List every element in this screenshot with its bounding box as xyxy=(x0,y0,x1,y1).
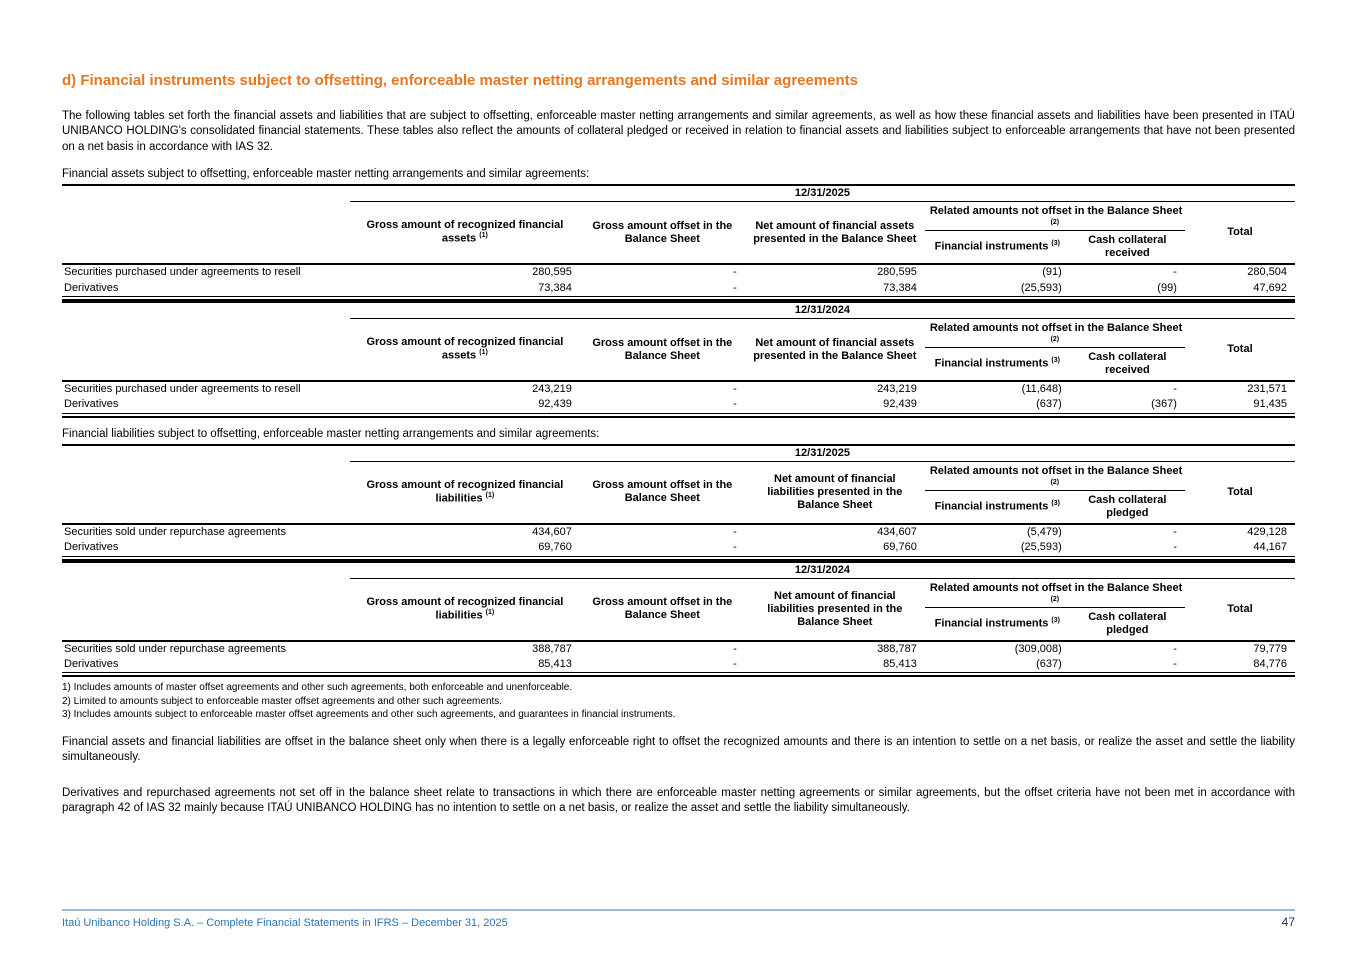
row-label: Derivatives xyxy=(62,397,350,413)
footnote-2: 2) Limited to amounts subject to enforceable master offset agreements and other such agreements. xyxy=(62,695,503,707)
cash-collateral-value: - xyxy=(1070,641,1185,657)
col-header-gross-recognized: Gross amount of recognized financial assets $^{(1)}$ xyxy=(366,336,564,362)
footnotes xyxy=(62,681,1295,721)
date-row xyxy=(62,302,1295,319)
col-header-gross-offset: Gross amount offset in the Balance Sheet xyxy=(592,219,733,245)
net-amount-value: 243,219 xyxy=(745,381,925,397)
liabilities-table-caption: Financial liabilities subject to offsetting, enforceable master netting arrangements and similar agreements: xyxy=(62,427,600,440)
col-header-total: Total xyxy=(1227,343,1253,356)
net-amount-value: 69,760 xyxy=(745,540,925,556)
financial-instruments-value: (91) xyxy=(925,264,1070,280)
col-header-gross-offset: Gross amount offset in the Balance Sheet xyxy=(592,336,733,362)
footer-title: Itaú Unibanco Holding S.A. – Complete Financial Statements in IFRS – December 31, 2025 xyxy=(62,917,508,929)
cash-collateral-value: - xyxy=(1070,264,1185,280)
col-header-financial-instruments: Financial instruments $^{(3)}$ xyxy=(934,357,1060,370)
assets-table-caption: Financial assets subject to offsetting, enforceable master netting arrangements and similar agreements: xyxy=(62,168,590,181)
table-row xyxy=(62,524,1295,540)
assets-table-2024 xyxy=(62,301,1295,418)
cash-collateral-value: - xyxy=(1070,657,1185,673)
col-header-total: Total xyxy=(1227,226,1253,239)
liabilities-table-2025 xyxy=(62,444,1295,561)
date-row xyxy=(62,562,1295,579)
row-label: Securities purchased under agreements to resell xyxy=(62,381,350,397)
total-value: 44,167 xyxy=(1185,540,1295,556)
col-header-related-not-offset: Related amounts not offset in the Balance Sheet (2) xyxy=(925,319,1185,348)
col-header-financial-instruments: Financial instruments $^{(3)}$ xyxy=(934,500,1060,513)
gross-amount-value: 85,413 xyxy=(350,657,580,673)
gross-amount-value: 69,760 xyxy=(350,540,580,556)
table-row xyxy=(62,657,1295,673)
col-header-cash-collateral: Cash collateral pledged xyxy=(1088,610,1167,636)
table-row xyxy=(62,381,1295,397)
financial-instruments-value: (637) xyxy=(925,397,1070,413)
header-row-main xyxy=(62,202,1295,231)
col-header-cash-collateral: Cash collateral pledged xyxy=(1088,493,1167,519)
financial-instruments-value: (11,648) xyxy=(925,381,1070,397)
total-value: 91,435 xyxy=(1185,397,1295,413)
col-header-gross-recognized: Gross amount of recognized financial liabilities $^{(1)}$ xyxy=(366,479,564,505)
offset-amount-value: - xyxy=(580,397,745,413)
gross-amount-value: 280,595 xyxy=(350,264,580,280)
row-label: Derivatives xyxy=(62,540,350,556)
net-amount-value: 85,413 xyxy=(745,657,925,673)
date-row xyxy=(62,185,1295,202)
col-header-gross-recognized: Gross amount of recognized financial assets $^{(1)}$ xyxy=(366,219,564,246)
date-row xyxy=(62,445,1295,462)
footnote-3: 3) Includes amounts subject to enforceable master offset agreements and other such agreements, and guarantees in financial instruments. xyxy=(62,708,676,720)
offset-amount-value: - xyxy=(580,540,745,556)
col-header-gross-offset: Gross amount offset in the Balance Sheet xyxy=(592,479,733,505)
gross-amount-value: 73,384 xyxy=(350,281,580,297)
cash-collateral-value: - xyxy=(1070,524,1185,540)
page-number: 47 xyxy=(1281,915,1295,929)
header-row-main xyxy=(62,578,1295,607)
col-header-gross-offset: Gross amount offset in the Balance Sheet xyxy=(592,596,733,622)
page-footer xyxy=(62,909,1295,929)
report-date: 12/31/2024 xyxy=(350,302,1295,319)
financial-instruments-value: (25,593) xyxy=(925,540,1070,556)
offset-amount-value: - xyxy=(580,657,745,673)
table-row xyxy=(62,641,1295,657)
total-value: 84,776 xyxy=(1185,657,1295,673)
col-header-net-presented: Net amount of financial assets presented in the Balance Sheet xyxy=(753,336,917,362)
net-amount-value: 434,607 xyxy=(745,524,925,540)
financial-instruments-value: (25,593) xyxy=(925,281,1070,297)
net-amount-value: 388,787 xyxy=(745,641,925,657)
table-row xyxy=(62,264,1295,280)
cash-collateral-value: - xyxy=(1070,381,1185,397)
total-value: 429,128 xyxy=(1185,524,1295,540)
cash-collateral-value: (367) xyxy=(1070,397,1185,413)
row-label: Securities purchased under agreements to resell xyxy=(62,264,350,280)
table-row xyxy=(62,281,1295,297)
report-date: 12/31/2025 xyxy=(350,445,1295,462)
col-header-related-not-offset: Related amounts not offset in the Balance Sheet (2) xyxy=(925,461,1185,490)
col-header-net-presented: Net amount of financial assets presented in the Balance Sheet xyxy=(753,219,917,245)
table-row xyxy=(62,540,1295,556)
gross-amount-value: 434,607 xyxy=(350,524,580,540)
table-row xyxy=(62,397,1295,413)
col-header-related-not-offset: Related amounts not offset in the Balance Sheet (2) xyxy=(925,202,1185,231)
col-header-cash-collateral: Cash collateral received xyxy=(1088,351,1167,377)
offset-amount-value: - xyxy=(580,381,745,397)
row-label: Derivatives xyxy=(62,281,350,297)
cash-collateral-value: (99) xyxy=(1070,281,1185,297)
footnote-1: 1) Includes amounts of master offset agreements and other such agreements, both enforceable and unenforceable. xyxy=(62,682,573,694)
net-amount-value: 280,595 xyxy=(745,264,925,280)
row-label: Securities sold under repurchase agreements xyxy=(62,641,350,657)
report-date: 12/31/2025 xyxy=(350,185,1295,202)
col-header-total: Total xyxy=(1227,485,1253,498)
col-header-financial-instruments: Financial instruments $^{(3)}$ xyxy=(934,240,1060,254)
row-label: Securities sold under repurchase agreements xyxy=(62,524,350,540)
col-header-cash-collateral: Cash collateral received xyxy=(1088,234,1167,260)
gross-amount-value: 388,787 xyxy=(350,641,580,657)
col-header-net-presented: Net amount of financial liabilities presented in the Balance Sheet xyxy=(767,472,903,511)
col-header-financial-instruments: Financial instruments $^{(3)}$ xyxy=(934,616,1060,630)
header-row-main xyxy=(62,319,1295,348)
net-amount-value: 73,384 xyxy=(745,281,925,297)
row-label: Derivatives xyxy=(62,657,350,673)
col-header-total: Total xyxy=(1227,602,1253,615)
liabilities-table-2024 xyxy=(62,561,1295,678)
offset-amount-value: - xyxy=(580,264,745,280)
financial-instruments-value: (637) xyxy=(925,657,1070,673)
assets-table-2025 xyxy=(62,184,1295,301)
intro-paragraph: The following tables set forth the financial assets and liabilities that are subject to offsetting, enforceable master netting arrangements and similar agreements, as well as how these financial assets and liabilities have been presented in ITAÚ UNIBANCO HOLDING's consolidated financial statements. These tables also reflect the amounts of collateral pledged or received in relation to financial assets and liabilities subject to enforceable arrangements that have not been presented on a net basis in accordance with IAS 32. xyxy=(62,110,1295,153)
total-value: 47,692 xyxy=(1185,281,1295,297)
report-date: 12/31/2024 xyxy=(350,562,1295,579)
financial-instruments-value: (5,479) xyxy=(925,524,1070,540)
net-amount-value: 92,439 xyxy=(745,397,925,413)
offset-amount-value: - xyxy=(580,641,745,657)
total-value: 231,571 xyxy=(1185,381,1295,397)
gross-amount-value: 243,219 xyxy=(350,381,580,397)
offset-amount-value: - xyxy=(580,281,745,297)
col-header-gross-recognized: Gross amount of recognized financial liabilities $^{(1)}$ xyxy=(366,595,564,622)
total-value: 79,779 xyxy=(1185,641,1295,657)
section-title: d) Financial instruments subject to offsetting, enforceable master netting arrangements and similar agreements xyxy=(62,72,859,89)
gross-amount-value: 92,439 xyxy=(350,397,580,413)
col-header-related-not-offset: Related amounts not offset in the Balance Sheet (2) xyxy=(925,578,1185,607)
col-header-net-presented: Net amount of financial liabilities presented in the Balance Sheet xyxy=(767,589,903,628)
offset-paragraph: Financial assets and financial liabilities are offset in the balance sheet only when there is a legally enforceable right to offset the recognized amounts and there is an intention to settle on a net basis, or realize the asset and settle the liability simultaneously. xyxy=(62,736,1295,764)
financial-instruments-value: (309,008) xyxy=(925,641,1070,657)
derivatives-paragraph: Derivatives and repurchased agreements not set off in the balance sheet relate to transactions in which there are enforceable master netting agreements or similar agreements, but the offset criteria have not been met in accordance with paragraph 42 of IAS 32 mainly because ITAÚ UNIBANCO HOLDING has no intention to settle on a net basis, or realize the asset and settle the liability simultaneously. xyxy=(62,786,1295,815)
cash-collateral-value: - xyxy=(1070,540,1185,556)
offset-amount-value: - xyxy=(580,524,745,540)
header-row-main xyxy=(62,461,1295,490)
total-value: 280,504 xyxy=(1185,264,1295,280)
